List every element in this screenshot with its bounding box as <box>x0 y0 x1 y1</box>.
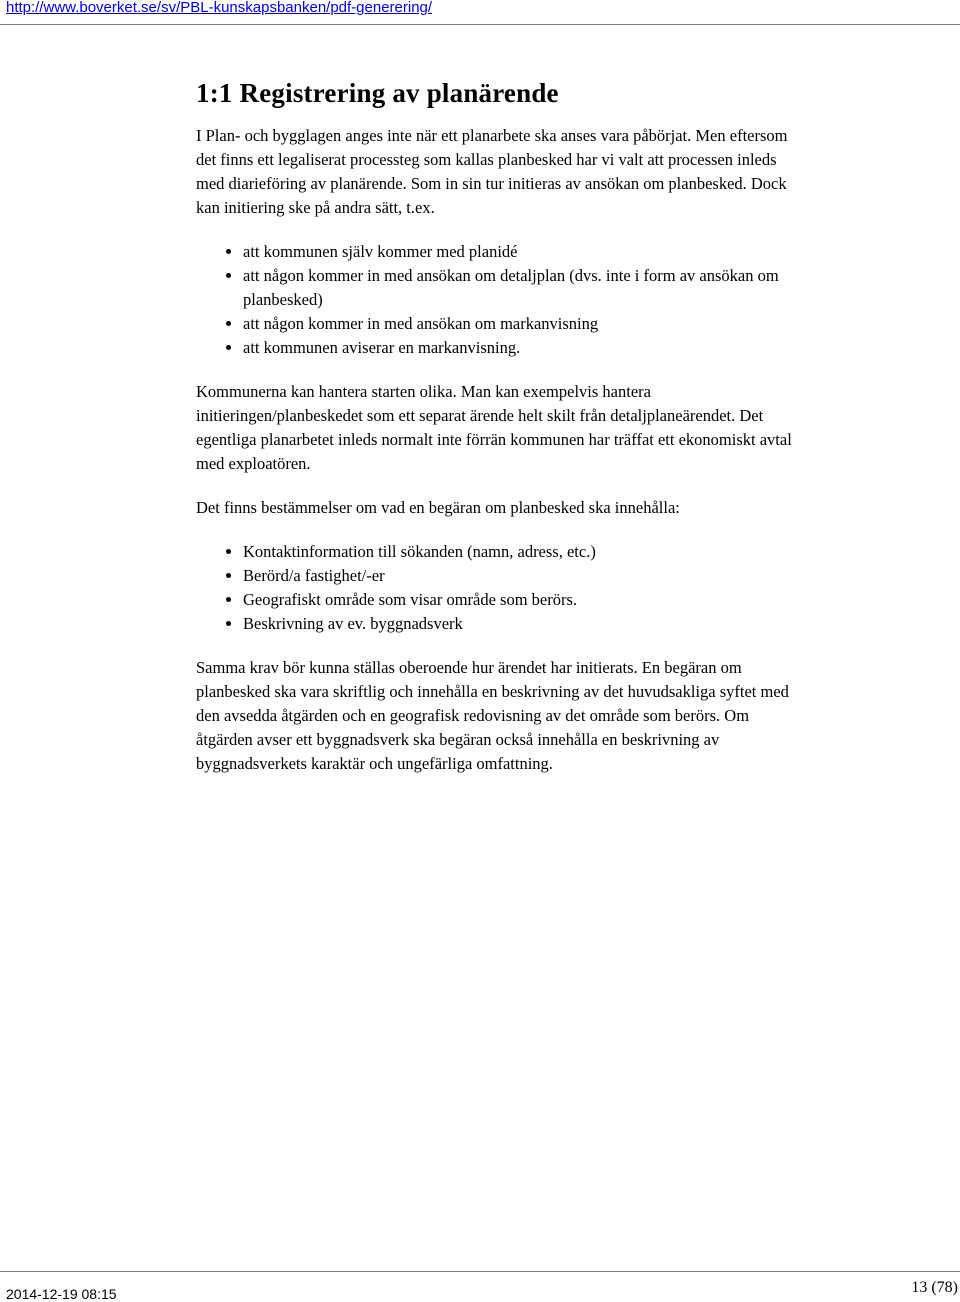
document-body <box>196 76 796 796</box>
closing-paragraph: Samma krav bör kunna ställas oberoende hur ärendet har initierats. En begäran om planbesked ska vara skriftlig och innehålla en beskrivning av det huvudsakliga syftet med den avsedda åtgärden och en geografisk redovisning av det område som berörs. Om åtgärden avser ett byggnadsverk ska begäran också innehålla en beskrivning av byggnadsverkets karaktär och ungefärliga omfattning. <box>196 658 789 773</box>
requirements-intro: Det finns bestämmelser om vad en begäran om planbesked ska innehålla: <box>196 498 680 517</box>
list-item: • att kommunen själv kommer med planidé <box>243 240 796 264</box>
list-item: • att någon kommer in med ansökan om detaljplan (dvs. inte i form av ansökan om planbesked) <box>243 264 796 312</box>
footer-timestamp: 2014-12-19 08:15 <box>6 1286 117 1302</box>
requirements-list <box>196 540 796 636</box>
list-item: • Berörd/a fastighet/-er <box>243 564 796 588</box>
list-item: • Kontaktinformation till sökanden (namn, adress, etc.) <box>243 540 796 564</box>
initiation-list <box>196 240 796 360</box>
list-item: • Geografiskt område som visar område som berörs. <box>243 588 796 612</box>
list-item: • att någon kommer in med ansökan om markanvisning <box>243 312 796 336</box>
header-divider <box>0 24 960 25</box>
page-number: 13 (78) <box>911 1279 958 1296</box>
intro-paragraph: I Plan- och bygglagen anges inte när ett planarbete ska anses vara påbörjat. Men eftersom det finns ett legaliserat processteg som kallas planbesked har vi valt att processen inleds med diarieföring av planärende. Som in sin tur initieras av ansökan om planbesked. Dock kan initiering ske på andra sätt, t.ex. <box>196 126 788 217</box>
footer-divider <box>0 1271 960 1272</box>
list-item: • Beskrivning av ev. byggnadsverk <box>243 612 796 636</box>
list-item: • att kommunen aviserar en markanvisning. <box>243 336 796 360</box>
page-title: 1:1 Registrering av planärende <box>196 78 559 108</box>
handling-paragraph: Kommunerna kan hantera starten olika. Man kan exempelvis hantera initieringen/planbeskedet som ett separat ärende helt skilt från detaljplaneärendet. Det egentliga planarbetet inleds normalt inte förrän kommunen har träffat ett ekonomiskt avtal med exploatören. <box>196 382 792 473</box>
page-url-link[interactable]: http://www.boverket.se/sv/PBL-kunskapsbanken/pdf-generering/ <box>6 0 433 16</box>
